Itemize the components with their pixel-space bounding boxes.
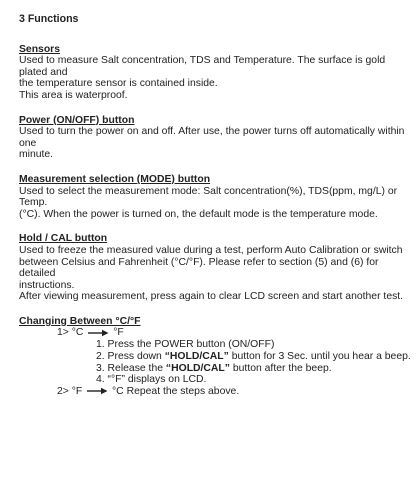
- hold-line-1: Used to freeze the measured value during a test, perform Auto Calibration or switch: [19, 244, 403, 256]
- right-arrow-icon: [86, 387, 108, 395]
- step-4: 4. “°F” displays on LCD.: [96, 374, 207, 386]
- hold-cal-label: “HOLD/CAL”: [164, 351, 229, 363]
- step-1: 1. Press the POWER button (ON/OFF): [96, 339, 275, 351]
- conversion-c-to-f: [19, 327, 411, 339]
- power-line-2: minute.: [19, 149, 54, 161]
- step-2: 2. Press down “HOLD/CAL” button for 3 Sec. until you hear a beep.: [96, 351, 411, 363]
- power-section: [19, 115, 411, 161]
- conversion-to-celsius-note: °C Repeat the steps above.: [112, 385, 240, 397]
- conversion-from-fahrenheit: 2> °F: [57, 385, 83, 397]
- mode-heading: Measurement selection (MODE) button: [19, 173, 211, 185]
- sensors-line-3: This area is waterproof.: [19, 89, 128, 101]
- changing-section: [19, 316, 411, 398]
- power-line-1: Used to turn the power on and off. After use, the power turns off automatically within one: [19, 126, 405, 149]
- right-arrow-icon: [87, 329, 109, 337]
- mode-section: [19, 174, 411, 220]
- sensors-line-2: the temperature sensor is contained inside.: [19, 78, 218, 90]
- sensors-section: [19, 44, 411, 102]
- conversion-from-celsius: 1> °C: [57, 327, 84, 339]
- hold-line-2: between Celsius and Fahrenheit (°C/°F). Please refer to section (5) and (6) for detailed: [19, 256, 379, 280]
- hold-cal-label: “HOLD/CAL”: [165, 362, 230, 374]
- conversion-to-fahrenheit: °F: [113, 327, 124, 339]
- changing-heading: Changing Between °C/°F: [19, 315, 141, 327]
- page-title: 3 Functions: [19, 13, 79, 25]
- mode-line-1: Used to select the measurement mode: Salt concentration(%), TDS(ppm, mg/L) or Temp.: [19, 185, 398, 209]
- conversion-steps: [19, 339, 411, 385]
- manual-page: [19, 14, 411, 411]
- hold-heading: Hold / CAL button: [19, 233, 108, 245]
- hold-line-4: After viewing measurement, press again to clear LCD screen and start another test.: [19, 291, 404, 303]
- power-heading: Power (ON/OFF) button: [19, 114, 135, 126]
- sensors-line-1: Used to measure Salt concentration, TDS and Temperature. The surface is gold plated and: [19, 55, 386, 78]
- sensors-heading: Sensors: [19, 43, 61, 55]
- mode-line-2: (°C). When the power is turned on, the default mode is the temperature mode.: [19, 208, 378, 220]
- hold-line-3: instructions.: [19, 279, 75, 291]
- step-3: 3. Release the “HOLD/CAL” button after the beep.: [96, 362, 332, 374]
- conversion-f-to-c: [19, 386, 411, 398]
- hold-section: [19, 233, 411, 303]
